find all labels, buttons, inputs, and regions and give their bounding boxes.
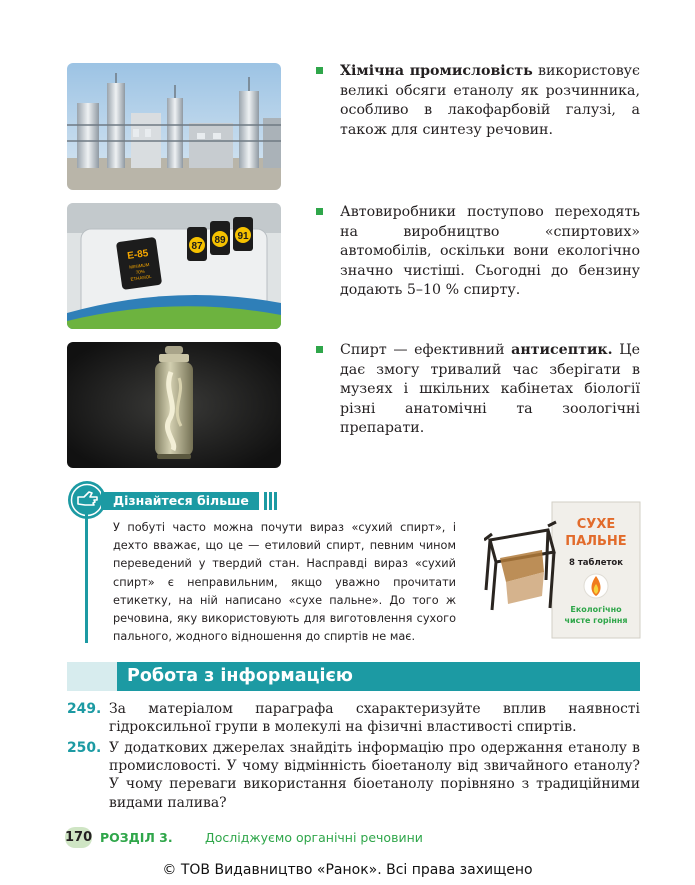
learn-more-text: У побуті часто можна почути вираз «сухий спирт», і дехто вважає, що це — етиловий спирт, певним чином переведений у твердий стан. Насправді вираз «сухий спирт» є неправильним, якщо уважно прочитати етикетку, на ній написано «сухе пальне». До того ж речовина, яку використовують для виготовлення сухого пального, жодного відношення до спиртів не має.: [113, 521, 456, 644]
task-250: [67, 739, 640, 812]
fuel-box-line2: ПАЛЬНЕ: [565, 534, 627, 549]
octane-91-label: 91: [237, 231, 249, 242]
fact-text-before: Спирт — ефективний: [340, 342, 512, 358]
fuel-box-eco2: чисте горіння: [564, 616, 628, 625]
task-number: 250.: [67, 740, 102, 756]
title-stripes: [264, 492, 278, 510]
e85-label: E-85: [126, 248, 150, 262]
learn-more-frame: [85, 512, 88, 643]
fact-automakers: [316, 203, 640, 301]
specimen-jar-photo: [67, 342, 281, 468]
copyright-notice: © ТОВ Видавництво «Ранок». Всі права захищено: [162, 862, 533, 878]
e85-sub-label-3: ETHANOL: [130, 273, 152, 282]
section-label: РОЗДІЛ 3.: [100, 830, 173, 845]
fact-bold: Хімічна промисловість: [340, 63, 533, 79]
fact-bold: антисептик.: [511, 342, 613, 358]
fuel-pump-photo: [67, 203, 281, 329]
bullet-icon: [316, 208, 323, 215]
fact-text: використовує великі обсяги етанолу як розчинника, особливо в лакофарбовій галузі, а також для синтезу речовин.: [340, 63, 640, 138]
fact-antiseptic: [316, 341, 640, 439]
learn-more-title: Дізнайтеся більше: [101, 492, 259, 510]
e85-sub-label-2: 70%: [135, 268, 146, 275]
octane-87-label: 87: [191, 241, 203, 252]
octane-89-label: 89: [214, 235, 226, 246]
fact-chemical-industry: [316, 62, 640, 140]
e85-sub-label-1: MINIMUM: [129, 262, 150, 270]
task-text: За матеріалом параграфа схарактеризуйте вплив наявності гідроксильної групи в молекулі на фізичні властивості спиртів.: [109, 701, 640, 736]
fuel-box-tablets: 8 таблеток: [569, 558, 623, 568]
fuel-box-eco1: Екологічно: [570, 605, 622, 614]
fact-text: Автовиробники поступово переходять на виробництво «спиртових» автомобілів, оскільки вони екологічно значно чистіші. Сьогодні до бензину додають 5–10 % спирту.: [340, 204, 640, 299]
info-section-title: Робота з інформацією: [127, 666, 353, 686]
page-number: 170: [65, 827, 92, 848]
task-text: У додаткових джерелах знайдіть інформацію про одержання етанолу в промисловості. У чому відмінність біоетанолу від звичайного етанолу? У чому переваги використання біоетанолу порівняно з традиційними видами палива?: [109, 740, 640, 811]
section-title: Досліджуємо органічні речовини: [205, 830, 423, 845]
task-249: [67, 700, 640, 736]
fact-text: Це дає змогу тривалий час зберігати в музеях і шкільних кабінетах біології різні анатомічні та зоологічні препарати.: [340, 342, 640, 437]
chemical-plant-photo: [67, 63, 281, 190]
camp-stove: [484, 522, 556, 610]
fuel-box-line1: СУХЕ: [576, 517, 616, 532]
bullet-icon: [316, 346, 323, 353]
task-number: 249.: [67, 701, 102, 717]
dry-fuel-picture: [484, 500, 642, 642]
bullet-icon: [316, 67, 323, 74]
